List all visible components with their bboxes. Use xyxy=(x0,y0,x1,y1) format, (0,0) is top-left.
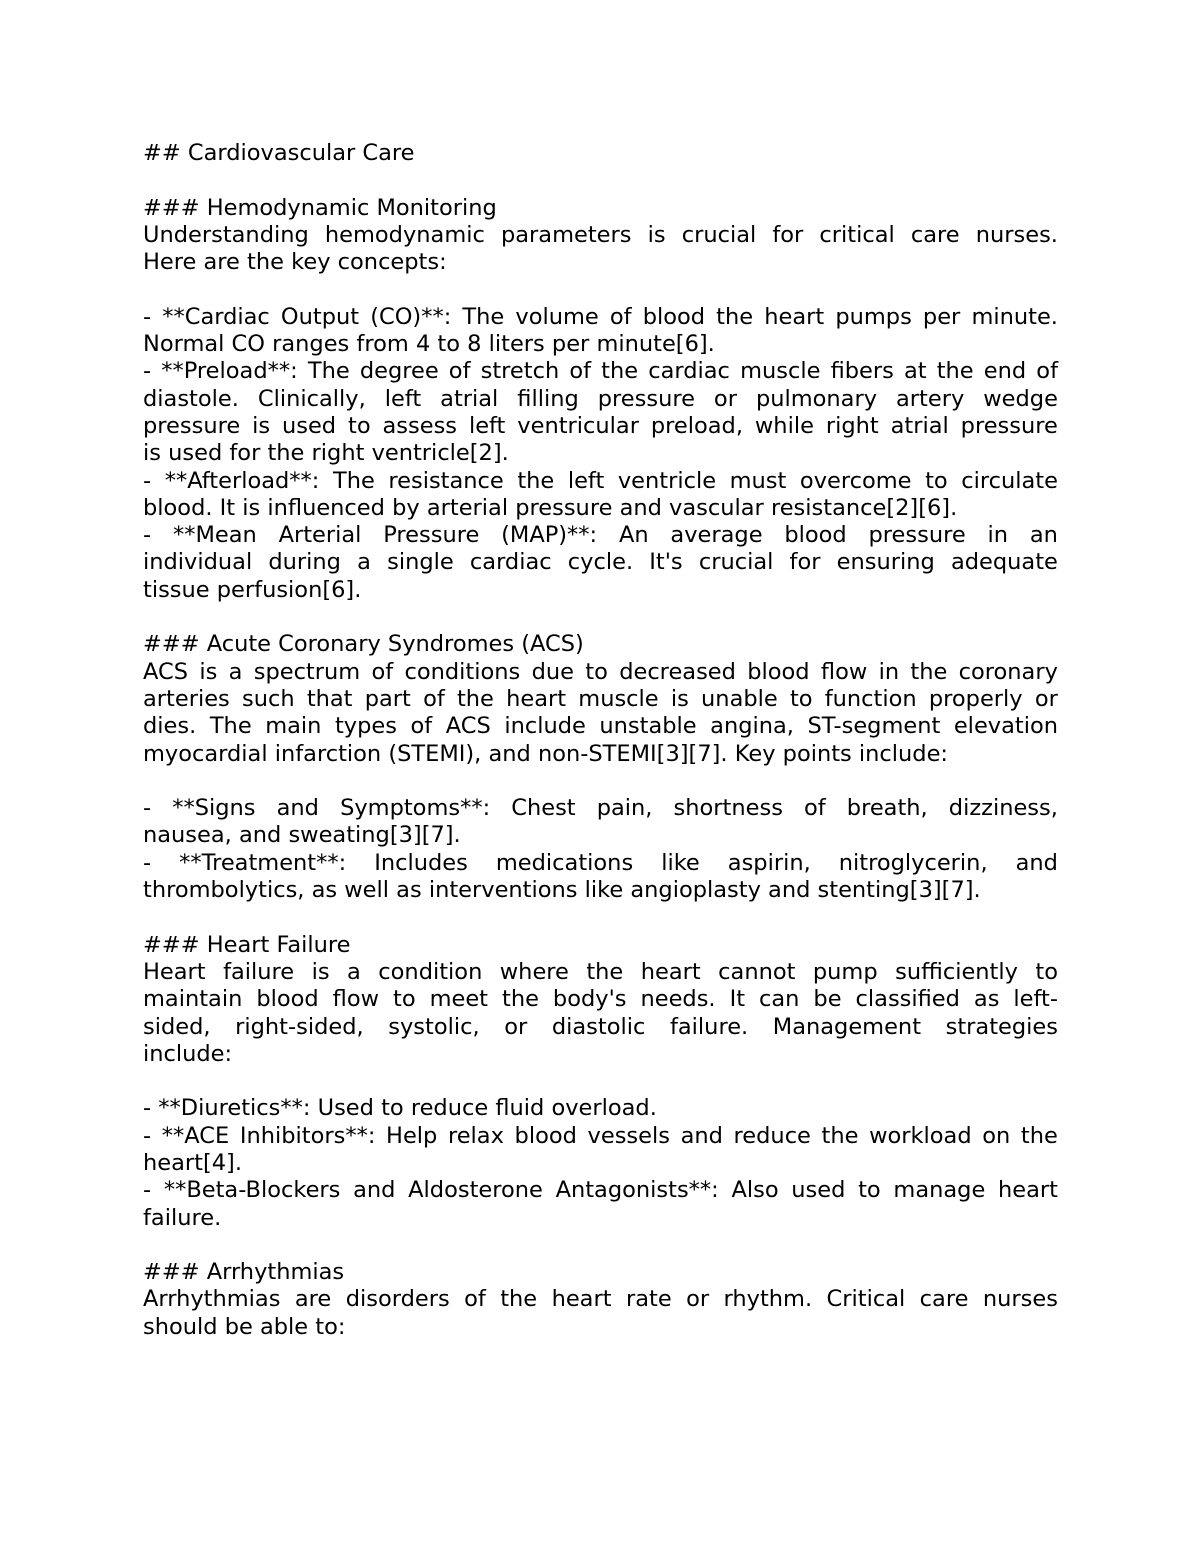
text-line: include: xyxy=(143,1040,233,1067)
word: to xyxy=(925,467,948,494)
word: - xyxy=(143,849,152,876)
blank-line xyxy=(143,604,1058,631)
word: - xyxy=(143,1122,152,1149)
word: sided, xyxy=(143,1013,211,1040)
word: cardiac xyxy=(469,549,552,576)
word: heart xyxy=(998,1177,1058,1204)
word: right xyxy=(825,412,879,439)
word: Understanding xyxy=(143,221,309,248)
word: reduce xyxy=(733,1122,811,1149)
word: volume xyxy=(515,303,599,330)
text-line xyxy=(143,686,1058,713)
word: Includes xyxy=(374,849,468,876)
word: An xyxy=(618,522,649,549)
word: spectrum xyxy=(253,658,361,685)
word: to xyxy=(858,1177,881,1204)
word: resistance xyxy=(388,467,504,494)
text-line: - **Diuretics**: Used to reduce fluid overload. xyxy=(143,1095,657,1122)
word: filling xyxy=(517,385,579,412)
word: a xyxy=(357,549,371,576)
text-line xyxy=(143,713,1058,740)
text-line: Normal CO ranges from 4 to 8 liters per minute[6]. xyxy=(143,331,715,358)
word: It xyxy=(729,986,746,1013)
word: The xyxy=(332,467,375,494)
word: the xyxy=(456,685,494,712)
word: a xyxy=(347,958,361,985)
word: of xyxy=(569,358,592,385)
word: strategies xyxy=(945,1013,1058,1040)
word: conditions xyxy=(404,658,521,685)
text-line xyxy=(143,959,1058,986)
word: (MAP)**: xyxy=(501,522,598,549)
word: stretch xyxy=(480,358,560,385)
word: The xyxy=(307,358,350,385)
word: left xyxy=(468,412,506,439)
word: left xyxy=(384,385,422,412)
word: unstable xyxy=(599,713,697,740)
word: is xyxy=(311,958,330,985)
word: ensuring xyxy=(836,549,935,576)
word: heart xyxy=(764,303,825,330)
word: atrial xyxy=(890,412,949,439)
word: Also xyxy=(731,1177,779,1204)
blank-line xyxy=(143,276,1058,303)
word: artery xyxy=(896,385,965,412)
word: nurses. xyxy=(975,221,1058,248)
word: vessels xyxy=(587,1122,670,1149)
text-line xyxy=(143,850,1058,877)
word: of xyxy=(410,713,433,740)
word: The xyxy=(462,303,505,330)
word: - xyxy=(143,795,152,822)
word: care xyxy=(910,221,960,248)
word: left xyxy=(567,467,605,494)
word: cannot xyxy=(718,958,796,985)
word: due xyxy=(531,658,574,685)
word: or xyxy=(686,1286,710,1313)
blank-line xyxy=(143,1232,1058,1259)
word: ventricular xyxy=(517,412,639,439)
word: **ACE xyxy=(161,1122,230,1149)
word: - xyxy=(143,358,152,385)
word: overcome xyxy=(799,467,912,494)
word: left- xyxy=(1013,986,1058,1013)
word: main xyxy=(265,713,322,740)
word: is xyxy=(199,658,218,685)
word: the xyxy=(601,358,639,385)
blank-line xyxy=(143,904,1058,931)
word: Arterial xyxy=(278,522,362,549)
word: cycle. xyxy=(567,549,634,576)
word: blood xyxy=(514,1122,577,1149)
word: Output xyxy=(280,303,360,330)
heading-hemodynamic-monitoring: ### Hemodynamic Monitoring xyxy=(143,194,497,221)
text-line xyxy=(143,222,1058,249)
word: classified xyxy=(855,986,960,1013)
word: types xyxy=(334,713,397,740)
word: degree xyxy=(359,358,439,385)
word: flow xyxy=(820,658,868,685)
word: individual xyxy=(143,549,253,576)
word: single xyxy=(387,549,454,576)
word: and xyxy=(276,795,319,822)
word: breath, xyxy=(846,795,928,822)
word: failure xyxy=(223,958,295,985)
word: is xyxy=(647,221,666,248)
word: unable xyxy=(701,685,778,712)
heading-cardiovascular-care: ## Cardiovascular Care xyxy=(143,140,415,166)
word: pump xyxy=(812,958,878,985)
word: maintain xyxy=(143,986,243,1013)
text-line xyxy=(143,358,1058,385)
word: and xyxy=(353,1177,396,1204)
text-line: thrombolytics, as well as interventions like angioplasty and stenting[3][7]. xyxy=(143,877,981,904)
word: properly xyxy=(928,685,1023,712)
word: of xyxy=(371,658,394,685)
text-line: failure. xyxy=(143,1204,222,1231)
word: pressure xyxy=(597,385,695,412)
word: elevation xyxy=(953,713,1058,740)
blank-line xyxy=(143,167,1058,194)
word: diastole. xyxy=(143,385,239,412)
word: minute. xyxy=(971,303,1058,330)
text-line xyxy=(143,795,1058,822)
word: of xyxy=(448,358,471,385)
word: **Afterload**: xyxy=(164,467,320,494)
word: the xyxy=(910,658,948,685)
text-line xyxy=(143,1177,1058,1204)
word: preload, xyxy=(650,412,743,439)
word: such xyxy=(241,685,295,712)
word: the xyxy=(716,303,754,330)
word: or xyxy=(504,1013,528,1040)
heading-heart-failure: ### Heart Failure xyxy=(143,931,351,958)
word: Help xyxy=(386,1122,438,1149)
word: part xyxy=(364,685,411,712)
word: right-sided, xyxy=(235,1013,364,1040)
word: decreased xyxy=(619,658,736,685)
word: during xyxy=(268,549,341,576)
word: critical xyxy=(819,221,895,248)
word: care xyxy=(919,1286,969,1313)
word: muscle xyxy=(578,685,659,712)
word: ST-segment xyxy=(807,713,941,740)
word: must xyxy=(729,467,787,494)
word: where xyxy=(499,958,569,985)
word: like xyxy=(661,849,700,876)
word: nitroglycerin, xyxy=(838,849,988,876)
word: rate xyxy=(625,1286,672,1313)
word: coronary xyxy=(958,658,1058,685)
word: Symptoms**: xyxy=(340,795,491,822)
text-line: Here are the key concepts: xyxy=(143,249,447,276)
text-line xyxy=(143,413,1058,440)
word: heart xyxy=(551,1286,612,1313)
word: pressure xyxy=(143,412,241,439)
word: workload xyxy=(869,1122,972,1149)
word: The xyxy=(209,713,252,740)
text-line xyxy=(143,304,1058,331)
word: fibers xyxy=(830,358,894,385)
word: pumps xyxy=(835,303,912,330)
word: **Preload**: xyxy=(161,358,298,385)
word: ventricle xyxy=(617,467,717,494)
word: (CO)**: xyxy=(370,303,452,330)
blank-line xyxy=(143,1068,1058,1095)
word: can xyxy=(759,986,800,1013)
word: to xyxy=(393,986,416,1013)
heading-arrhythmias: ### Arrhythmias xyxy=(143,1259,345,1286)
word: Clinically, xyxy=(257,385,366,412)
word: of xyxy=(804,795,826,822)
word: as xyxy=(973,986,1000,1013)
word: Management xyxy=(772,1013,922,1040)
word: muscle xyxy=(740,358,821,385)
word: circulate xyxy=(961,467,1058,494)
word: end xyxy=(983,358,1027,385)
text-line xyxy=(143,468,1058,495)
word: Chest xyxy=(511,795,576,822)
word: and xyxy=(680,1122,723,1149)
text-line: blood. It is influenced by arterial pressure and vascular resistance[2][6]. xyxy=(143,494,958,521)
word: systolic, xyxy=(388,1013,480,1040)
word: ACS xyxy=(143,658,188,685)
word: **Beta-Blockers xyxy=(163,1177,341,1204)
text-line xyxy=(143,1286,1058,1313)
word: blood xyxy=(642,303,706,330)
word: to xyxy=(789,685,813,712)
word: pain, xyxy=(596,795,653,822)
word: - xyxy=(143,303,152,330)
word: adequate xyxy=(950,549,1058,576)
text-line: heart[4]. xyxy=(143,1149,242,1176)
text-line xyxy=(143,1123,1058,1150)
text-line: myocardial infarction (STEMI), and non-STEMI[3][7]. Key points include: xyxy=(143,740,949,767)
word: hemodynamic xyxy=(324,221,485,248)
word: for xyxy=(789,549,821,576)
word: to xyxy=(585,658,608,685)
word: per xyxy=(922,303,961,330)
word: aspirin, xyxy=(727,849,811,876)
word: failure. xyxy=(669,1013,749,1040)
word: to xyxy=(1035,958,1058,985)
word: pulmonary xyxy=(755,385,878,412)
blank-line xyxy=(143,768,1058,795)
word: diastolic xyxy=(551,1013,646,1040)
word: flow xyxy=(332,986,380,1013)
word: manage xyxy=(893,1177,986,1204)
word: wedge xyxy=(983,385,1058,412)
word: arteries xyxy=(143,685,230,712)
word: crucial xyxy=(681,221,757,248)
word: - xyxy=(143,522,152,549)
word: of xyxy=(609,303,632,330)
word: needs. xyxy=(640,986,716,1013)
word: body's xyxy=(552,986,627,1013)
word: of xyxy=(423,685,445,712)
text-line: nausea, and sweating[3][7]. xyxy=(143,822,461,849)
word: on xyxy=(982,1122,1011,1149)
word: crucial xyxy=(698,549,774,576)
word: function xyxy=(824,685,917,712)
text-line xyxy=(143,386,1058,413)
word: medications xyxy=(495,849,634,876)
word: while xyxy=(754,412,814,439)
word: ACS xyxy=(445,713,491,740)
word: and xyxy=(1015,849,1058,876)
word: Antagonists**: xyxy=(555,1177,719,1204)
word: cardiac xyxy=(648,358,730,385)
word: It's xyxy=(649,549,683,576)
document-page xyxy=(143,140,1058,1341)
word: nurses xyxy=(982,1286,1058,1313)
word: heart xyxy=(506,685,567,712)
word: angina, xyxy=(710,713,794,740)
text-line xyxy=(143,659,1058,686)
word: in xyxy=(878,658,900,685)
word: include xyxy=(504,713,586,740)
word: Aldosterone xyxy=(408,1177,543,1204)
word: that xyxy=(306,685,353,712)
text-line xyxy=(143,549,1058,576)
heading-acute-coronary-syndromes-acs: ### Acute Coronary Syndromes (ACS) xyxy=(143,631,584,658)
word: the xyxy=(500,1286,538,1313)
word: parameters xyxy=(500,221,632,248)
word: used xyxy=(281,412,337,439)
text-line xyxy=(143,1014,1058,1041)
word: at xyxy=(903,358,927,385)
word: blood xyxy=(747,658,810,685)
word: be xyxy=(813,986,842,1013)
word: dies. xyxy=(143,713,197,740)
text-line xyxy=(143,986,1058,1013)
word: the xyxy=(586,958,624,985)
word: assess xyxy=(382,412,458,439)
word: rhythm. xyxy=(723,1286,813,1313)
word: Inhibitors**: xyxy=(239,1122,376,1149)
word: Arrhythmias xyxy=(143,1286,281,1313)
word: Pressure xyxy=(383,522,480,549)
word: **Treatment**: xyxy=(179,849,347,876)
word: relax xyxy=(447,1122,504,1149)
word: condition xyxy=(378,958,483,985)
text-line xyxy=(143,522,1058,549)
word: the xyxy=(502,986,539,1013)
word: **Signs xyxy=(172,795,256,822)
word: dizziness, xyxy=(948,795,1058,822)
word: pressure xyxy=(868,522,966,549)
word: atrial xyxy=(440,385,499,412)
word: the xyxy=(517,467,555,494)
word: is xyxy=(670,685,689,712)
word: blood xyxy=(256,986,319,1013)
word: average xyxy=(670,522,763,549)
word: pressure xyxy=(960,412,1058,439)
word: shortness xyxy=(673,795,783,822)
word: - xyxy=(143,1177,152,1204)
word: or xyxy=(713,385,737,412)
text-line: is used for the right ventricle[2]. xyxy=(143,440,509,467)
word: to xyxy=(348,412,371,439)
word: meet xyxy=(429,986,489,1013)
word: or xyxy=(1034,685,1058,712)
word: the xyxy=(936,358,974,385)
word: sufficiently xyxy=(895,958,1018,985)
word: Critical xyxy=(826,1286,906,1313)
word: for xyxy=(772,221,804,248)
word: is xyxy=(252,412,271,439)
word: in xyxy=(987,522,1009,549)
word: heart xyxy=(640,958,701,985)
text-line: tissue perfusion[6]. xyxy=(143,576,362,603)
word: used xyxy=(791,1177,846,1204)
word: are xyxy=(294,1286,332,1313)
word: a xyxy=(228,658,243,685)
word: disorders xyxy=(345,1286,450,1313)
word: Heart xyxy=(143,958,206,985)
word: **Mean xyxy=(172,522,257,549)
word: the xyxy=(821,1122,859,1149)
word: - xyxy=(143,467,152,494)
word: of xyxy=(1036,358,1058,385)
word: **Cardiac xyxy=(162,303,270,330)
text-line: should be able to: xyxy=(143,1313,346,1340)
word: blood xyxy=(784,522,847,549)
word: the xyxy=(1020,1122,1058,1149)
word: an xyxy=(1029,522,1058,549)
word: of xyxy=(464,1286,486,1313)
